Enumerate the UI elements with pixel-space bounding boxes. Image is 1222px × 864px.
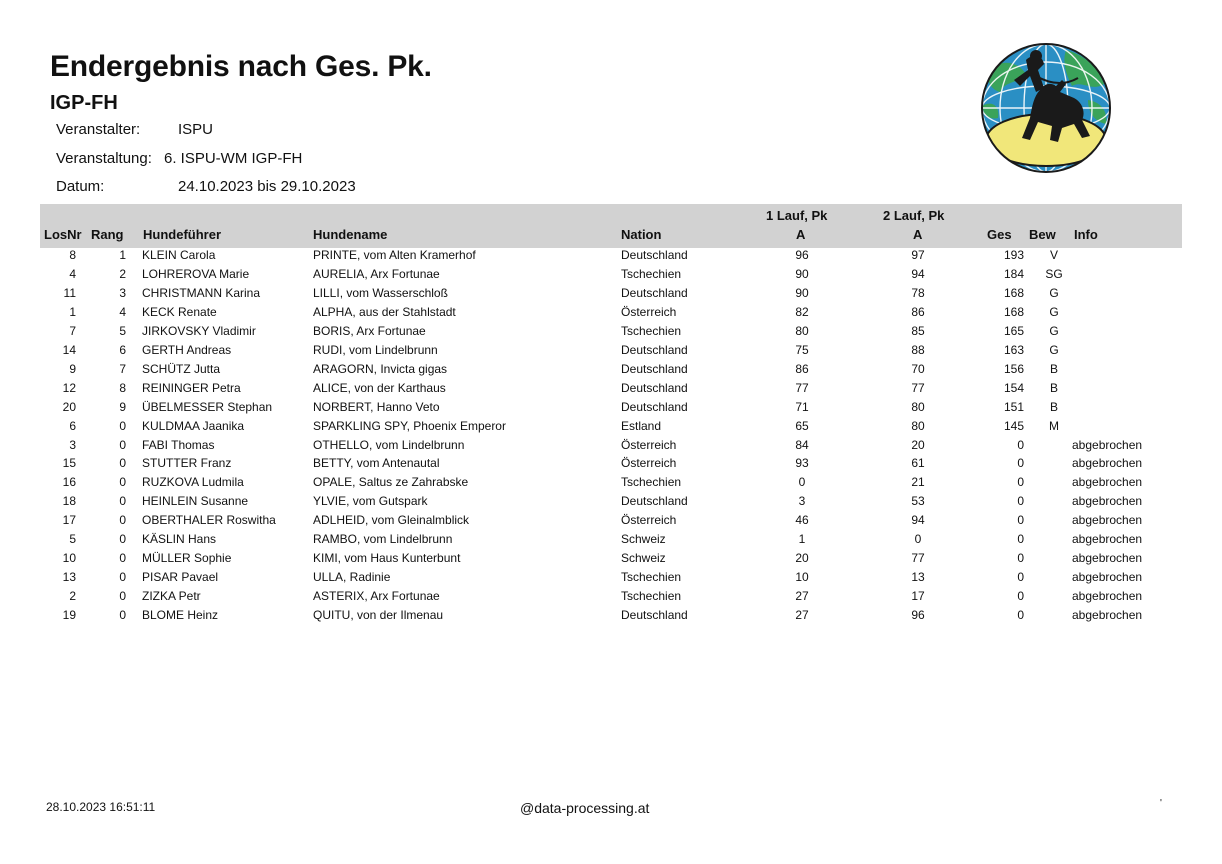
cell-ges: 0	[1017, 532, 1024, 547]
cell-nation: Estland	[621, 418, 662, 433]
cell-hundefuehrer: KLEIN Carola	[142, 248, 216, 262]
cell-ges: 151	[1003, 399, 1024, 414]
cell-rang: 1	[119, 248, 126, 262]
cell-info: abgebrochen	[1072, 570, 1143, 585]
cell-nation: Schweiz	[621, 551, 666, 566]
cell-hundename: ULLA, Radinie	[313, 570, 391, 585]
cell-info: abgebrochen	[1072, 532, 1143, 547]
cell-hundename: RAMBO, vom Lindelbrunn	[313, 532, 453, 547]
cell-ges: 193	[1003, 248, 1024, 262]
table-row	[40, 608, 1182, 627]
cell-hundename: LILLI, vom Wasserschloß	[313, 285, 448, 300]
cell-ges: 145	[1003, 418, 1024, 433]
table-row	[40, 494, 1182, 513]
footer-mark: '	[1160, 798, 1162, 809]
cell-hundename: BORIS, Arx Fortunae	[313, 323, 426, 338]
cell-losnr: 10	[62, 551, 76, 566]
table-row	[40, 438, 1182, 457]
cell-info: abgebrochen	[1072, 551, 1143, 566]
cell-hundefuehrer: RUZKOVA Ludmila	[142, 475, 244, 490]
cell-bew: B	[1049, 399, 1058, 414]
cell-hundename: RUDI, vom Lindelbrunn	[313, 342, 438, 357]
cell-nation: Deutschland	[621, 248, 688, 262]
cell-hundefuehrer: OBERTHALER Roswitha	[142, 513, 276, 528]
cell-hundefuehrer: JIRKOVSKY Vladimir	[142, 323, 256, 338]
cell-losnr: 3	[69, 437, 76, 452]
cell-ges: 165	[1003, 323, 1024, 338]
col-hundefuehrer-header: Hundeführer	[143, 227, 221, 242]
cell-ges: 0	[1017, 494, 1024, 509]
cell-info: abgebrochen	[1072, 437, 1143, 452]
cell-nation: Schweiz	[621, 532, 666, 547]
cell-bew: SG	[1045, 266, 1063, 281]
cell-rang: 7	[119, 361, 126, 376]
cell-rang: 3	[119, 285, 126, 300]
datum-label: Datum:	[56, 178, 105, 195]
cell-nation: Tschechien	[621, 570, 682, 585]
table-row	[40, 248, 1182, 267]
cell-ges: 0	[1017, 570, 1024, 585]
col-lauf1-sub-header: A	[796, 227, 806, 242]
cell-lauf1: 93	[795, 456, 809, 471]
cell-losnr: 14	[62, 342, 76, 357]
cell-ges: 168	[1003, 304, 1024, 319]
cell-lauf1: 10	[795, 570, 809, 585]
cell-losnr: 6	[69, 418, 76, 433]
cell-lauf2: 97	[911, 248, 925, 262]
cell-lauf1: 20	[795, 551, 809, 566]
cell-nation: Deutschland	[621, 494, 688, 509]
table-row	[40, 305, 1182, 324]
cell-ges: 0	[1017, 456, 1024, 471]
cell-lauf1: 90	[795, 285, 809, 300]
cell-hundefuehrer: HEINLEIN Susanne	[142, 494, 249, 509]
cell-lauf1: 65	[795, 418, 809, 433]
cell-hundename: QUITU, von der Ilmenau	[313, 608, 444, 623]
cell-nation: Tschechien	[621, 589, 682, 604]
cell-nation: Deutschland	[621, 361, 688, 376]
cell-losnr: 13	[62, 570, 76, 585]
footer-credit: @data-processing.at	[520, 800, 650, 816]
col-losnr-header: LosNr	[44, 227, 82, 242]
cell-bew: B	[1049, 380, 1058, 395]
cell-nation: Österreich	[621, 513, 677, 528]
cell-lauf2: 78	[911, 285, 925, 300]
cell-info: abgebrochen	[1072, 589, 1143, 604]
table-row	[40, 343, 1182, 362]
cell-nation: Deutschland	[621, 399, 688, 414]
cell-nation: Tschechien	[621, 266, 682, 281]
cell-hundefuehrer: LOHREROVA Marie	[142, 266, 250, 281]
veranstaltung-label: Veranstaltung:	[56, 150, 152, 167]
cell-lauf2: 13	[911, 570, 925, 585]
cell-ges: 156	[1003, 361, 1024, 376]
cell-ges: 163	[1003, 342, 1024, 357]
globe-dog-tracker-logo	[978, 40, 1114, 176]
cell-rang: 5	[119, 323, 126, 338]
cell-lauf2: 77	[911, 380, 925, 395]
cell-ges: 0	[1017, 437, 1024, 452]
report-title: Endergebnis nach Ges. Pk.	[50, 50, 432, 83]
cell-rang: 6	[119, 342, 126, 357]
cell-hundename: BETTY, vom Antenautal	[313, 456, 440, 471]
cell-lauf2: 20	[911, 437, 925, 452]
table-row	[40, 381, 1182, 400]
col-hundename-header: Hundename	[313, 227, 388, 242]
cell-losnr: 16	[62, 475, 76, 490]
cell-rang: 2	[119, 266, 126, 281]
cell-bew: M	[1049, 418, 1059, 433]
cell-losnr: 1	[69, 304, 76, 319]
cell-lauf1: 90	[795, 266, 809, 281]
cell-hundefuehrer: MÜLLER Sophie	[142, 551, 232, 566]
cell-hundename: OPALE, Saltus ze Zahrabske	[313, 475, 469, 490]
cell-hundefuehrer: FABI Thomas	[142, 437, 215, 452]
cell-lauf1: 84	[795, 437, 809, 452]
cell-nation: Österreich	[621, 437, 677, 452]
cell-lauf1: 27	[795, 608, 809, 623]
cell-rang: 4	[119, 304, 126, 319]
cell-ges: 0	[1017, 551, 1024, 566]
cell-nation: Deutschland	[621, 342, 688, 357]
cell-hundefuehrer: GERTH Andreas	[142, 342, 232, 357]
cell-lauf1: 80	[795, 323, 809, 338]
cell-losnr: 11	[63, 285, 76, 300]
cell-rang: 8	[119, 380, 126, 395]
cell-lauf1: 46	[795, 513, 809, 528]
table-row	[40, 267, 1182, 286]
cell-hundefuehrer: KECK Renate	[142, 304, 217, 319]
cell-rang: 0	[119, 418, 126, 433]
table-row	[40, 362, 1182, 381]
cell-hundename: AURELIA, Arx Fortunae	[313, 266, 440, 281]
col-ges-header: Ges	[987, 227, 1012, 242]
cell-hundename: KIMI, vom Haus Kunterbunt	[313, 551, 461, 566]
cell-losnr: 4	[69, 266, 76, 281]
cell-lauf2: 80	[911, 418, 925, 433]
cell-hundefuehrer: KÄSLIN Hans	[142, 532, 217, 547]
cell-lauf1: 71	[795, 399, 809, 414]
cell-lauf1: 82	[795, 304, 809, 319]
cell-lauf2: 0	[914, 532, 922, 547]
cell-hundename: ASTERIX, Arx Fortunae	[313, 589, 440, 604]
cell-lauf2: 85	[911, 323, 925, 338]
cell-lauf1: 75	[795, 342, 809, 357]
table-row	[40, 419, 1182, 438]
cell-ges: 0	[1017, 608, 1024, 623]
cell-hundename: ARAGORN, Invicta gigas	[313, 361, 448, 376]
cell-bew: G	[1049, 304, 1059, 319]
cell-hundefuehrer: ÜBELMESSER Stephan	[142, 399, 273, 414]
cell-lauf2: 86	[911, 304, 925, 319]
cell-hundename: ALICE, von der Karthaus	[313, 380, 446, 395]
veranstaltung-value: 6. ISPU-WM IGP-FH	[164, 150, 303, 167]
cell-rang: 9	[119, 399, 126, 414]
cell-hundename: ALPHA, aus der Stahlstadt	[313, 304, 456, 319]
table-row	[40, 513, 1182, 532]
table-row	[40, 589, 1182, 608]
cell-lauf2: 21	[911, 475, 925, 490]
cell-hundefuehrer: SCHÜTZ Jutta	[142, 361, 221, 376]
cell-ges: 0	[1017, 513, 1024, 528]
table-row	[40, 286, 1182, 305]
cell-nation: Österreich	[621, 304, 677, 319]
cell-hundefuehrer: KULDMAA Jaanika	[142, 418, 245, 433]
table-row	[40, 570, 1182, 589]
cell-hundefuehrer: PISAR Pavael	[142, 570, 219, 585]
cell-rang: 0	[119, 494, 126, 509]
col-bew-header: Bew	[1029, 227, 1056, 242]
cell-losnr: 2	[69, 589, 76, 604]
cell-hundename: ADLHEID, vom Gleinalmblick	[313, 513, 470, 528]
cell-losnr: 17	[62, 513, 76, 528]
table-row	[40, 551, 1182, 570]
cell-lauf2: 17	[911, 589, 925, 604]
cell-lauf2: 77	[911, 551, 925, 566]
col-lauf2-header: 2 Lauf, Pk	[883, 208, 945, 223]
cell-hundefuehrer: REININGER Petra	[142, 380, 241, 395]
cell-info: abgebrochen	[1072, 475, 1143, 490]
cell-lauf1: 1	[798, 532, 806, 547]
cell-losnr: 15	[62, 456, 76, 471]
cell-nation: Deutschland	[621, 285, 688, 300]
cell-ges: 184	[1003, 266, 1024, 281]
col-rang-header: Rang	[91, 227, 124, 242]
cell-nation: Tschechien	[621, 475, 682, 490]
cell-info: abgebrochen	[1072, 494, 1143, 509]
cell-bew: B	[1049, 361, 1058, 376]
cell-lauf2: 88	[911, 342, 925, 357]
cell-losnr: 20	[62, 399, 76, 414]
col-lauf2-sub-header: A	[913, 227, 923, 242]
cell-losnr: 7	[69, 323, 76, 338]
cell-lauf1: 0	[798, 475, 806, 490]
col-nation-header: Nation	[621, 227, 662, 242]
table-header	[40, 204, 1182, 248]
cell-bew: G	[1049, 323, 1059, 338]
cell-info: abgebrochen	[1072, 608, 1143, 623]
cell-lauf2: 96	[911, 608, 925, 623]
table-row	[40, 324, 1182, 343]
cell-rang: 0	[119, 589, 126, 604]
cell-lauf1: 77	[795, 380, 809, 395]
cell-rang: 0	[119, 513, 126, 528]
cell-lauf2: 94	[911, 513, 925, 528]
cell-nation: Österreich	[621, 456, 677, 471]
cell-ges: 0	[1017, 589, 1024, 604]
cell-lauf1: 86	[795, 361, 809, 376]
col-lauf1-header: 1 Lauf, Pk	[766, 208, 828, 223]
cell-hundefuehrer: STUTTER Franz	[142, 456, 232, 471]
cell-info: abgebrochen	[1072, 456, 1143, 471]
cell-hundename: YLVIE, vom Gutspark	[313, 494, 428, 509]
cell-hundename: SPARKLING SPY, Phoenix Emperor	[313, 418, 506, 433]
cell-rang: 0	[119, 532, 126, 547]
cell-ges: 154	[1003, 380, 1024, 395]
datum-value: 24.10.2023 bis 29.10.2023	[178, 178, 356, 195]
cell-losnr: 8	[69, 248, 76, 262]
cell-losnr: 18	[62, 494, 76, 509]
cell-info: abgebrochen	[1072, 513, 1143, 528]
cell-rang: 0	[119, 456, 126, 471]
footer-timestamp: 28.10.2023 16:51:11	[46, 800, 156, 814]
cell-ges: 168	[1003, 285, 1024, 300]
cell-rang: 0	[119, 551, 126, 566]
cell-losnr: 9	[69, 361, 76, 376]
cell-rang: 0	[119, 608, 126, 623]
cell-lauf1: 3	[798, 494, 806, 509]
cell-losnr: 5	[69, 532, 76, 547]
cell-hundefuehrer: CHRISTMANN Karina	[142, 285, 261, 300]
cell-bew: G	[1049, 285, 1059, 300]
cell-hundename: OTHELLO, vom Lindelbrunn	[313, 437, 465, 452]
cell-losnr: 12	[62, 380, 76, 395]
cell-lauf1: 27	[795, 589, 809, 604]
table-row	[40, 532, 1182, 551]
cell-hundename: PRINTE, vom Alten Kramerhof	[313, 248, 476, 262]
cell-lauf2: 53	[911, 494, 925, 509]
table-row	[40, 400, 1182, 419]
cell-bew: G	[1049, 342, 1059, 357]
cell-rang: 0	[119, 570, 126, 585]
cell-hundefuehrer: BLOME Heinz	[142, 608, 219, 623]
cell-hundename: NORBERT, Hanno Veto	[313, 399, 440, 414]
table-row	[40, 475, 1182, 494]
cell-lauf2: 80	[911, 399, 925, 414]
cell-ges: 0	[1017, 475, 1024, 490]
col-info-header: Info	[1074, 227, 1098, 242]
report-subtitle: IGP-FH	[50, 92, 118, 114]
cell-nation: Deutschland	[621, 380, 688, 395]
cell-hundefuehrer: ZIZKA Petr	[142, 589, 201, 604]
cell-lauf1: 96	[795, 248, 809, 262]
cell-lauf2: 70	[911, 361, 925, 376]
cell-lauf2: 94	[911, 266, 925, 281]
cell-bew: V	[1049, 248, 1058, 262]
table-row	[40, 456, 1182, 475]
cell-nation: Tschechien	[621, 323, 682, 338]
veranstalter-value: ISPU	[178, 121, 214, 138]
cell-rang: 0	[119, 475, 126, 490]
cell-lauf2: 61	[911, 456, 925, 471]
cell-rang: 0	[119, 437, 126, 452]
veranstalter-label: Veranstalter:	[56, 121, 141, 138]
cell-losnr: 19	[62, 608, 76, 623]
cell-nation: Deutschland	[621, 608, 688, 623]
